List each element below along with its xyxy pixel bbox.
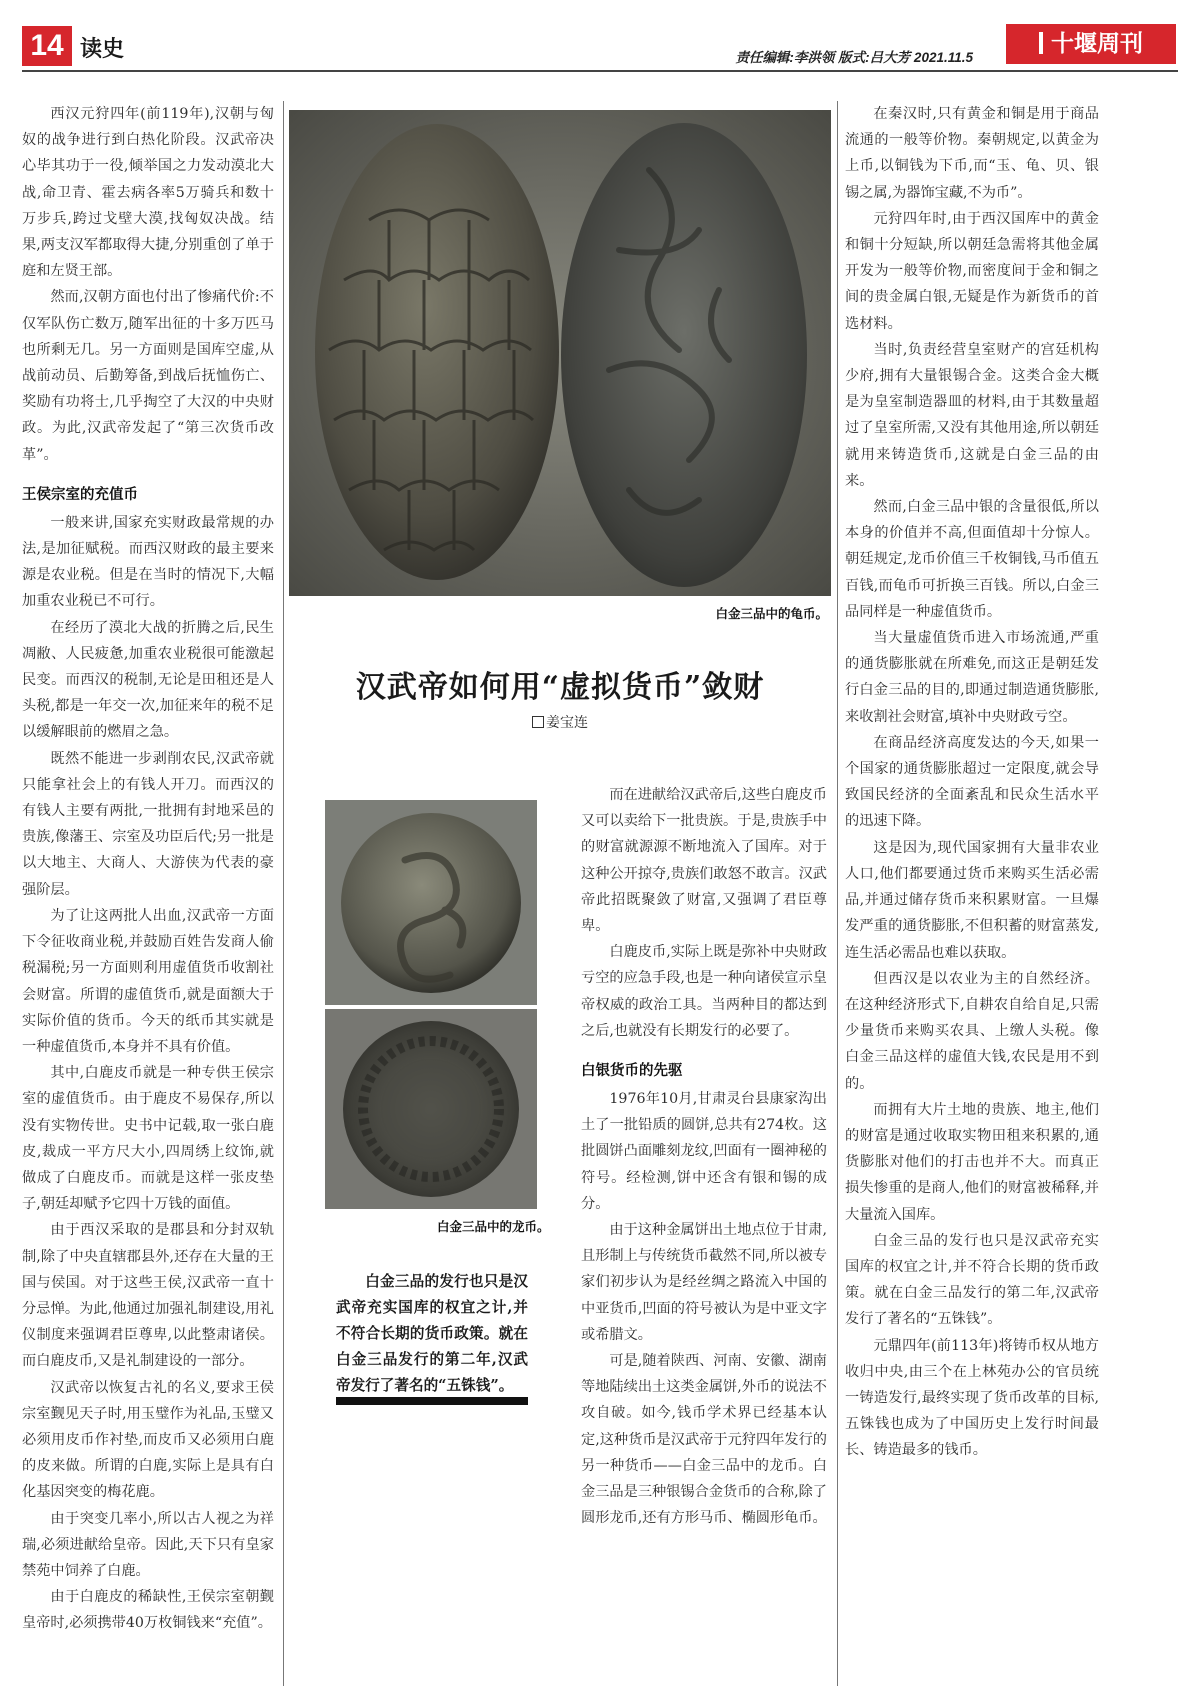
- article-column-4: [845, 101, 1099, 1464]
- paragraph: 当大量虚值货币进入市场流通,严重的通货膨胀就在所难免,而这正是朝廷发行白金三品的目的,即通过制造通货膨胀,来收割社会财富,填补中央财政亏空。: [845, 630, 1099, 725]
- subheading: 白银货币的先驱: [581, 1063, 683, 1080]
- subheading: 王侯宗室的充值币: [22, 486, 138, 503]
- paragraph: 而在进献给汉武帝后,这些白鹿皮币又可以卖给下一批贵族。于是,贵族手中的财富就源源不断地流入了国库。对于这种公开掠夺,贵族们敢怒不敢言。汉武帝此招既聚敛了财富,又强调了君臣尊卑。: [581, 787, 827, 935]
- pull-quote: [336, 1269, 528, 1399]
- section-title: 读史: [80, 37, 125, 62]
- paragraph: 既然不能进一步剥削农民,汉武帝就只能拿社会上的有钱人开刀。而西汉的有钱人主要有两批,一批拥有封地采邑的贵族,像藩王、宗室及功臣后代;另一批是以大地主、大商人、大游侠为代表的豪强阶层。: [22, 750, 274, 898]
- article-column-3: [581, 782, 827, 1531]
- column-divider: [837, 101, 838, 1686]
- paragraph: 在秦汉时,只有黄金和铜是用于商品流通的一般等价物。秦朝规定,以黄金为上币,以铜钱为下币,而“玉、龟、贝、银锡之属,为器饰宝藏,不为币”。: [845, 106, 1099, 201]
- paragraph: 然而,白金三品中银的含量很低,所以本身的价值并不高,但面值却十分惊人。朝廷规定,龙币价值三千枚铜钱,马币值五百钱,而龟币可折换三百钱。所以,白金三品同样是一种虚值货币。: [845, 499, 1099, 620]
- header-rule: [22, 70, 1178, 72]
- article-column-1: [22, 101, 274, 1637]
- paragraph: 由于西汉采取的是郡县和分封双轨制,除了中央直辖郡县外,还存在大量的王国与侯国。对于这些王侯,汉武帝一直十分忌惮。为此,他通过加强礼制建设,用礼仪制度来强调君臣尊卑,以此整肃诸侯。而白鹿皮币,又是礼制建设的一部分。: [22, 1222, 274, 1370]
- paragraph: 在经历了漠北大战的折腾之后,民生凋敝、人民疲惫,加重农业税很可能激起民变。而西汉的税制,无论是田租还是人头税,都是一年交一次,加征来年的税不足以缓解眼前的燃眉之急。: [22, 619, 274, 741]
- paragraph: 1976年10月,甘肃灵台县康家沟出土了一批铅质的圆饼,总共有274枚。这批圆饼凸面雕刻龙纹,凹面有一圈神秘的符号。经检测,饼中还含有银和锡的成分。: [581, 1091, 827, 1212]
- paragraph: 元鼎四年(前113年)将铸币权从地方收归中央,由三个在上林苑办公的官员统一铸造发行,最终实现了货币改革的目标,五铢钱也成为了中国历史上发行时间最长、铸造最多的钱币。: [845, 1337, 1099, 1459]
- paragraph: 元狩四年时,由于西汉国库中的黄金和铜十分短缺,所以朝廷急需将其他金属开发为一般等价物,而密度间于金和铜之间的贵金属白银,无疑是作为新货币的首选材料。: [845, 210, 1099, 332]
- paragraph: 为了让这两批人出血,汉武帝一方面下令征收商业税,并鼓励百姓告发商人偷税漏税;另一方面则利用虚值货币收割社会财富。所谓的虚值货币,就是面额大于实际价值的货币。今天的纸币其实就是一种虚值货币,本身并不具有价值。: [22, 907, 274, 1055]
- pull-quote-text: 白金三品的发行也只是汉武帝充实国库的权宜之计,并不符合长期的货币政策。就在白金三品发行的第二年,汉武帝发行了著名的“五铢钱”。: [336, 1273, 528, 1394]
- paragraph: 西汉元狩四年(前119年),汉朝与匈奴的战争进行到白热化阶段。汉武帝决心毕其功于一役,倾举国之力发动漠北大战,命卫青、霍去病各率5万骑兵和数十万步兵,跨过戈壁大漠,找匈奴决战。结果,两支汉军都取得大捷,分别重创了单于庭和左贤王部。: [22, 106, 274, 280]
- author-name: 姜宝连: [546, 715, 588, 731]
- column-divider: [283, 101, 284, 1686]
- turtle-coin-illustration: [289, 110, 831, 596]
- paragraph: 其中,白鹿皮币就是一种专供王侯宗室的虚值货币。由于鹿皮不易保存,所以没有实物传世。史书中记载,取一张白鹿皮,裁成一平方尺大小,四周绣上纹饰,就做成了白鹿皮币。而就是这样一张皮垫子,朝廷却赋予它四十万钱的面值。: [22, 1065, 274, 1213]
- paragraph: 可是,随着陕西、河南、安徽、湖南等地陆续出土这类金属饼,外币的说法不攻自破。如今,钱币学术界已经基本认定,这种货币是汉武帝于元狩四年发行的另一种货币——白金三品中的龙币。白金三品是三种银锡合金货币的合称,除了圆形龙币,还有方形马币、椭圆形龟币。: [581, 1353, 827, 1527]
- paragraph: 然而,汉朝方面也付出了惨痛代价:不仅军队伤亡数万,随军出征的十多万匹马也所剩无几。另一方面则是国库空虚,从战前动员、后勤筹备,到战后抚恤伤亡、奖励有功将士,几乎掏空了大汉的中央财政。为此,汉武帝发起了“第三次货币改革”。: [22, 289, 274, 463]
- paragraph: 但西汉是以农业为主的自然经济。在这种经济形式下,自耕农自给自足,只需少量货币来购买农具、上缴人头税。像白金三品这样的虚值大钱,农民是用不到的。: [845, 970, 1099, 1092]
- article-title: 汉武帝如何用“虚拟货币”敛财: [355, 670, 765, 705]
- dragon-coin-back-photo: [325, 1009, 537, 1209]
- page-number: 14: [22, 26, 72, 66]
- paragraph: 由于这种金属饼出土地点位于甘肃,且形制上与传统货币截然不同,所以被专家们初步认为是经丝绸之路流入中国的中亚货币,凹面的符号被认为是中亚文字或希腊文。: [581, 1222, 827, 1343]
- paragraph: 由于突变几率小,所以古人视之为祥瑞,必须进献给皇帝。因此,天下只有皇家禁苑中饲养了白鹿。: [22, 1510, 274, 1579]
- paragraph: 这是因为,现代国家拥有大量非农业人口,他们都要通过货币来购买生活必需品,并通过储存货币来积累财富。一旦爆发严重的通货膨胀,不但积蓄的财富蒸发,连生活必需品也难以获取。: [845, 839, 1099, 961]
- dragon-coin-caption: 白金三品中的龙币。: [437, 1219, 550, 1234]
- paragraph: 白鹿皮币,实际上既是弥补中央财政亏空的应急手段,也是一种向诸侯宣示皇帝权威的政治工具。当两种目的都达到之后,也就没有长期发行的必要了。: [581, 944, 827, 1039]
- dragon-coin-back-illustration: [325, 1009, 537, 1209]
- publication-name: 十堰周刊: [1051, 30, 1143, 57]
- editor-credits: 责任编辑:李洪领 版式:吕大芳 2021.11.5: [735, 50, 973, 65]
- publication-logo: [1006, 24, 1176, 64]
- turtle-coin-caption: 白金三品中的龟币。: [715, 606, 828, 621]
- paragraph: 由于白鹿皮的稀缺性,王侯宗室朝觐皇帝时,必须携带40万枚铜钱来“充值”。: [22, 1589, 274, 1632]
- author-box-icon: [532, 716, 544, 728]
- paragraph: 一般来讲,国家充实财政最常规的办法,是加征赋税。而西汉财政的最主要来源是农业税。但是在当时的情况下,大幅加重农业税已不可行。: [22, 514, 274, 610]
- paragraph: 白金三品的发行也只是汉武帝充实国库的权宜之计,并不符合长期的货币政策。就在白金三品发行的第二年,汉武帝发行了著名的“五铢钱”。: [845, 1232, 1099, 1328]
- page-header: [22, 22, 1178, 74]
- turtle-coin-photo: [289, 110, 831, 596]
- paragraph: 当时,负责经营皇室财产的宫廷机构少府,拥有大量银锡合金。这类合金大概是为皇室制造器皿的材料,由于其数量超过了皇室所需,又没有其他用途,所以朝廷就用来铸造货币,这就是白金三品的由来。: [845, 341, 1099, 489]
- dragon-coin-front-photo: [325, 800, 537, 1005]
- paragraph: 而拥有大片土地的贵族、地主,他们的财富是通过收取实物田租来积累的,通货膨胀对他们的打击也并不大。而真正损失惨重的是商人,他们的财富被稀释,并大量流入国库。: [845, 1101, 1099, 1223]
- paragraph: 汉武帝以恢复古礼的名义,要求王侯宗室觐见天子时,用玉璧作为礼品,玉璧又必须用皮币作衬垫,而皮币又必须用白鹿的皮来做。所谓的白鹿,实际上是具有白化基因突变的梅花鹿。: [22, 1379, 274, 1501]
- dragon-coin-front-illustration: [325, 800, 537, 1005]
- paragraph: 在商品经济高度发达的今天,如果一个国家的通货膨胀超过一定限度,就会导致国民经济的全面紊乱和民众生活水平的迅速下降。: [845, 734, 1099, 830]
- article-author: [289, 712, 831, 732]
- pull-quote-bar: [336, 1397, 528, 1405]
